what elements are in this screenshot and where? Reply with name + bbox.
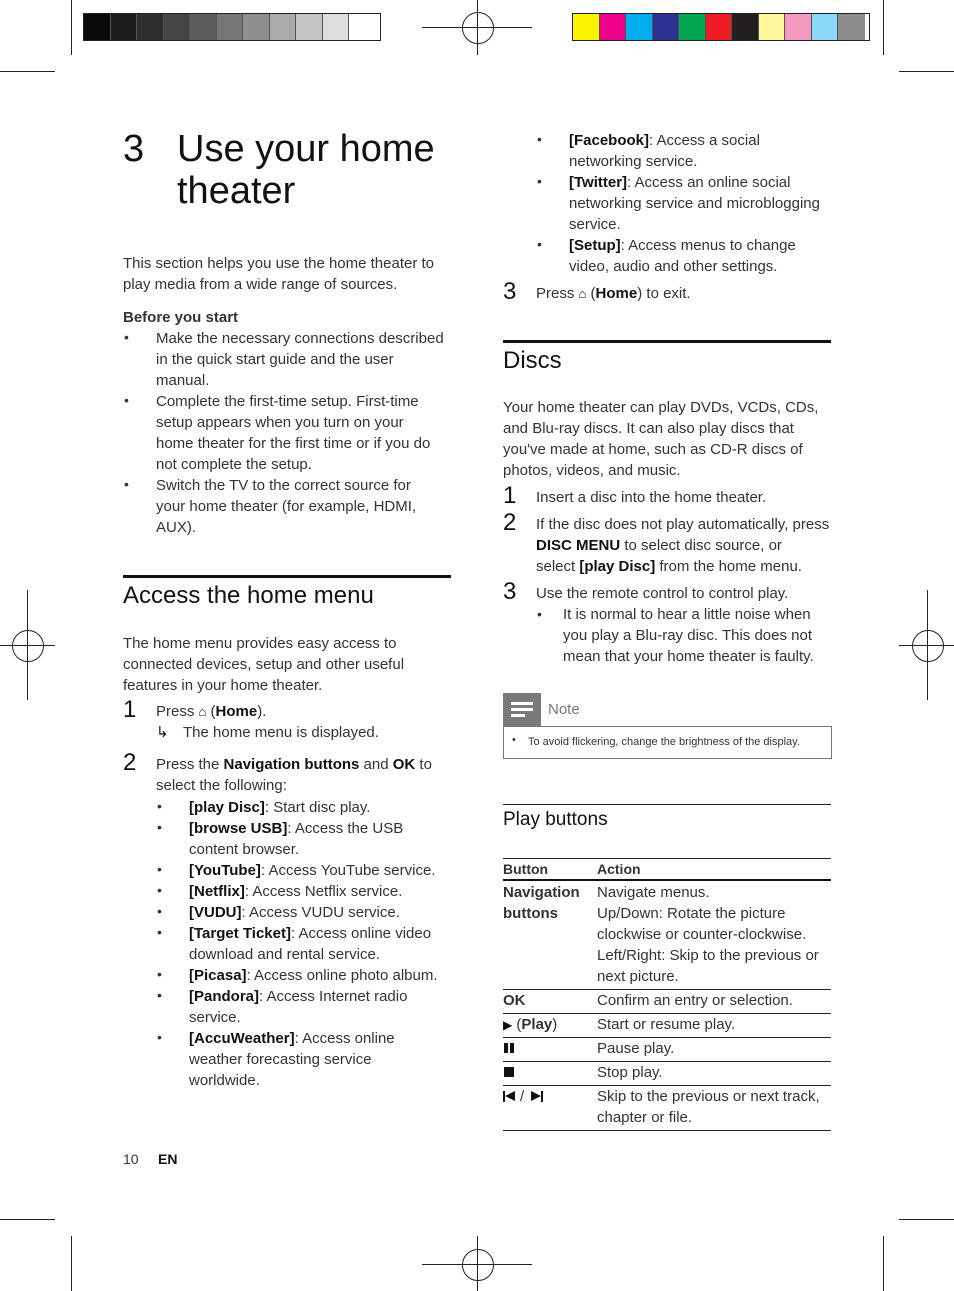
note-box <box>503 726 832 759</box>
stop-icon <box>504 1067 514 1077</box>
before-start-item-line: AUX). <box>156 519 197 536</box>
gray-swatch <box>270 14 297 40</box>
step-number: 2 <box>503 509 517 536</box>
access-step3-text: Press ⌂ (Home) to exit. <box>536 285 691 302</box>
action-cell: chapter or file. <box>597 1109 693 1126</box>
home-menu-option-line <box>189 923 431 944</box>
chapter-number: 3 <box>123 128 145 170</box>
access-menu-intro-line: The home menu provides easy access to <box>123 635 397 652</box>
option-label: [browse USB] <box>189 820 288 837</box>
play-icon: ▶ <box>503 1018 513 1032</box>
bullet: • <box>157 798 162 814</box>
option-label: [Setup] <box>569 237 621 254</box>
bullet: • <box>537 236 542 252</box>
option-description: : Access menus to change <box>620 237 796 254</box>
action-cell: clockwise or counter-clockwise. <box>597 926 807 943</box>
option-description: content browser. <box>189 841 300 858</box>
bullet: • <box>157 903 162 919</box>
option-label: [Twitter] <box>569 174 628 191</box>
action-cell: next picture. <box>597 968 679 985</box>
before-start-item-line: in the quick start guide and the user <box>156 351 394 368</box>
bullet: • <box>124 329 129 345</box>
before-start-item-line: Complete the first-time setup. First-time <box>156 393 419 410</box>
home-menu-option-line <box>189 860 435 881</box>
color-swatch <box>679 14 706 40</box>
note-icon <box>503 693 541 727</box>
section-rule <box>503 340 831 343</box>
home-menu-option-line <box>189 986 407 1007</box>
bullet: • <box>157 966 162 982</box>
color-swatch <box>626 14 653 40</box>
before-start-item-line: setup appears when you turn on your <box>156 414 404 431</box>
play-label: Play <box>521 1016 553 1033</box>
discs-intro-line: Your home theater can play DVDs, VCDs, CDs, <box>503 399 819 416</box>
table-row-rule <box>503 1130 831 1131</box>
option-description: : Access online video <box>290 925 432 942</box>
option-description: : Access a social <box>649 132 760 149</box>
home-menu-option-line <box>189 1028 395 1049</box>
section-rule <box>123 575 451 578</box>
access-menu-intro-line: connected devices, setup and other useful <box>123 656 405 673</box>
option-description: : Start disc play. <box>264 799 371 816</box>
note-label: Note <box>548 701 580 718</box>
bullet: • <box>157 1029 162 1045</box>
option-description: worldwide. <box>189 1072 260 1089</box>
gray-swatch <box>84 14 111 40</box>
action-cell: Start or resume play. <box>597 1016 736 1033</box>
step-number: 2 <box>123 749 137 776</box>
button-cell: OK <box>503 992 526 1009</box>
home-icon: ⌂ <box>198 704 207 719</box>
color-swatch <box>653 14 680 40</box>
access-step1-text: Press ⌂ (Home). <box>156 703 267 720</box>
gray-swatch <box>111 14 138 40</box>
color-swatch <box>812 14 839 40</box>
column-header-action: Action <box>597 861 641 877</box>
home-menu-option-line <box>569 235 796 256</box>
color-swatch <box>785 14 812 40</box>
option-description: : Access the USB <box>287 820 404 837</box>
gray-swatch <box>137 14 164 40</box>
option-description: service. <box>569 216 621 233</box>
page-number: 10 <box>123 1151 139 1167</box>
chapter-intro-line1: This section helps you use the home theater to <box>123 255 435 272</box>
option-description: : Access online photo album. <box>246 967 438 984</box>
option-label: [VUDU] <box>189 904 242 921</box>
bullet: • <box>124 392 129 408</box>
bullet: • <box>537 606 542 622</box>
home-menu-option-line <box>189 944 380 965</box>
before-start-item-line: home theater for the first time or if you do <box>156 435 431 452</box>
option-label: [Pandora] <box>189 988 260 1005</box>
button-cell: buttons <box>503 905 558 922</box>
home-menu-option-line <box>189 881 402 902</box>
option-label: [AccuWeather] <box>189 1030 295 1047</box>
skip-prev-icon <box>503 1091 517 1102</box>
home-menu-option-line <box>569 130 760 151</box>
option-label: [Picasa] <box>189 967 247 984</box>
home-menu-option-line <box>189 818 403 839</box>
option-label: [YouTube] <box>189 862 261 879</box>
bullet: • <box>124 476 129 492</box>
home-menu-option-line <box>189 1049 372 1070</box>
home-menu-option-line <box>569 172 790 193</box>
action-cell: Up/Down: Rotate the picture <box>597 905 786 922</box>
home-menu-option-line <box>189 1070 260 1091</box>
action-cell: Skip to the previous or next track, <box>597 1088 820 1105</box>
home-menu-option-line <box>569 256 777 277</box>
action-cell: Confirm an entry or selection. <box>597 992 793 1009</box>
table-row-rule <box>503 1061 831 1062</box>
bullet: • <box>537 131 542 147</box>
discs-intro-line: you've made at home, such as CD-R discs of <box>503 441 803 458</box>
option-description: : Access VUDU service. <box>241 904 400 921</box>
option-description: : Access Netflix service. <box>244 883 403 900</box>
option-label: [Netflix] <box>189 883 245 900</box>
discs-step3-text: Use the remote control to control play. <box>536 585 789 602</box>
section-rule <box>503 804 831 805</box>
option-description: : Access YouTube service. <box>260 862 436 879</box>
access-menu-intro-line: features in your home theater. <box>123 677 323 694</box>
skip-next-icon <box>531 1091 545 1102</box>
bullet: • <box>157 861 162 877</box>
color-swatch <box>706 14 733 40</box>
discs-step2-line3: select [play Disc] from the home menu. <box>536 558 802 575</box>
color-swatch <box>838 14 865 40</box>
bullet: • <box>157 924 162 940</box>
option-description: : Access an online social <box>627 174 791 191</box>
gray-swatch <box>243 14 270 40</box>
before-start-item-line: manual. <box>156 372 210 389</box>
color-swatch <box>759 14 786 40</box>
chapter-title-line2: theater <box>177 170 296 212</box>
pause-icon <box>504 1043 514 1053</box>
home-icon: ⌂ <box>578 286 587 301</box>
option-description: networking service and microblogging <box>569 195 820 212</box>
table-top-rule <box>503 858 831 859</box>
color-swatch <box>732 14 759 40</box>
before-start-item-line: not complete the setup. <box>156 456 312 473</box>
gray-swatch <box>190 14 217 40</box>
option-description: : Access Internet radio <box>259 988 408 1005</box>
access-step1-result: The home menu is displayed. <box>183 724 379 741</box>
skip-slash: / <box>520 1088 525 1105</box>
color-calibration-strip <box>572 13 870 41</box>
bullet: • <box>537 173 542 189</box>
option-description: weather forecasting service <box>189 1051 372 1068</box>
option-description: : Access online <box>294 1030 395 1047</box>
bullet: • <box>512 734 516 746</box>
home-menu-option-line <box>569 193 820 214</box>
option-description: networking service. <box>569 153 698 170</box>
bullet: • <box>157 987 162 1003</box>
table-header-rule <box>503 879 831 881</box>
action-cell: Navigate menus. <box>597 884 710 901</box>
discs-step3-sub-line: It is normal to hear a little noise when <box>563 606 811 623</box>
button-cell: ▶ (Play) <box>503 1016 558 1033</box>
color-swatch <box>573 14 600 40</box>
access-menu-heading: Access the home menu <box>123 582 374 609</box>
option-label: [Target Ticket] <box>189 925 291 942</box>
bullet: • <box>157 882 162 898</box>
step-number: 1 <box>503 482 517 509</box>
home-menu-option-line <box>189 902 400 923</box>
access-step2-line2: select the following: <box>156 777 287 794</box>
before-start-item-line: Make the necessary connections described <box>156 330 444 347</box>
home-menu-option-line <box>569 214 621 235</box>
column-header-button: Button <box>503 861 549 877</box>
action-cell: Stop play. <box>597 1064 663 1081</box>
before-start-item-line: Switch the TV to the correct source for <box>156 477 411 494</box>
step-number: 1 <box>123 696 137 723</box>
access-step2-text: Press the Navigation buttons and OK to <box>156 756 432 773</box>
home-menu-option-line <box>189 1007 241 1028</box>
gray-swatch <box>217 14 244 40</box>
option-description: download and rental service. <box>189 946 380 963</box>
step-number: 3 <box>503 278 517 305</box>
discs-step3-sub-line: you play a Blu-ray disc. This does not <box>563 627 813 644</box>
discs-step1-text: Insert a disc into the home theater. <box>536 489 767 506</box>
discs-step3-sub-line: mean that your home theater is faulty. <box>563 648 814 665</box>
action-cell: Pause play. <box>597 1040 675 1057</box>
option-description: video, audio and other settings. <box>569 258 778 275</box>
play-buttons-heading: Play buttons <box>503 809 608 830</box>
step-number: 3 <box>503 578 517 605</box>
option-label: [play Disc] <box>189 799 265 816</box>
gray-swatch <box>296 14 323 40</box>
result-arrow-icon: ↳ <box>156 724 169 741</box>
chapter-title-line1: Use your home <box>177 128 435 170</box>
gray-swatch <box>349 14 376 40</box>
option-label: [Facebook] <box>569 132 650 149</box>
gray-swatch <box>323 14 350 40</box>
before-start-heading: Before you start <box>123 309 239 326</box>
home-menu-option-line <box>569 151 697 172</box>
discs-step2-line2: DISC MENU to select disc source, or <box>536 537 782 554</box>
home-menu-option-line <box>189 839 299 860</box>
option-description: service. <box>189 1009 241 1026</box>
note-text: To avoid flickering, change the brightness of the display. <box>528 736 800 748</box>
grayscale-calibration-strip <box>83 13 381 41</box>
home-menu-option-line <box>189 797 370 818</box>
before-start-item-line: your home theater (for example, HDMI, <box>156 498 417 515</box>
button-cell: Navigation <box>503 884 580 901</box>
home-menu-option-line <box>189 965 438 986</box>
language-code: EN <box>158 1151 178 1167</box>
discs-step2-line1: If the disc does not play automatically, press <box>536 516 830 533</box>
color-swatch <box>600 14 627 40</box>
gray-swatch <box>164 14 191 40</box>
bullet: • <box>157 819 162 835</box>
action-cell: Left/Right: Skip to the previous or <box>597 947 819 964</box>
chapter-intro-line2: play media from a wide range of sources. <box>123 276 398 293</box>
discs-intro-line: photos, videos, and music. <box>503 462 681 479</box>
discs-intro-line: and Blu-ray discs. It can also play discs that <box>503 420 794 437</box>
discs-heading: Discs <box>503 347 562 374</box>
